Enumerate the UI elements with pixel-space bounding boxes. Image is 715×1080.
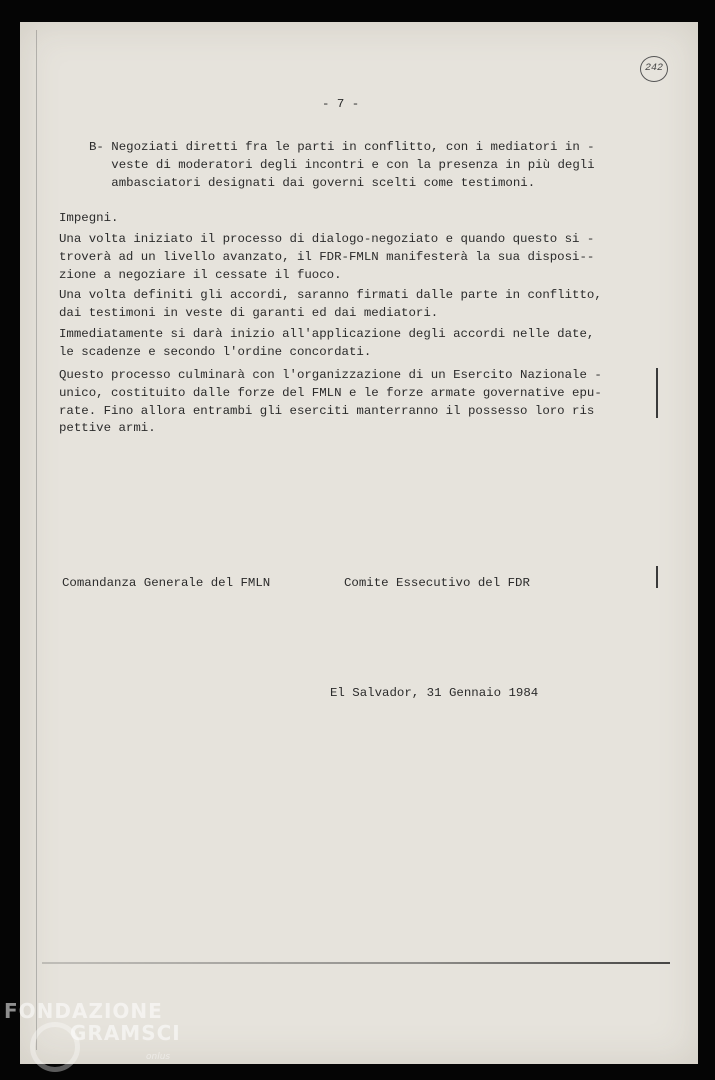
text-line: zione a negoziare il cessate il fuoco. xyxy=(59,267,342,282)
paragraph xyxy=(59,326,594,362)
watermark-suffix: onlus xyxy=(146,1052,171,1062)
watermark-line: GRAMSCI xyxy=(70,1021,181,1045)
text-line: Questo processo culminarà con l'organizzazione di un Esercito Nazionale - xyxy=(59,368,602,382)
text-line: le scadenze e secondo l'ordine concordati. xyxy=(59,344,372,359)
place-date: El Salvador, 31 Gennaio 1984 xyxy=(330,686,539,700)
text-line: ambasciatori designati dai governi scelti come testimoni. xyxy=(89,175,536,190)
page-number: - 7 - xyxy=(322,97,360,111)
page-edge-line xyxy=(36,30,37,1050)
watermark-line: FONDAZIONE xyxy=(4,999,163,1023)
signatory-right: Comite Essecutivo del FDR xyxy=(344,576,530,590)
point-b-block xyxy=(89,139,595,192)
text-line: B- Negoziati diretti fra le parti in conflitto, con i mediatori in - xyxy=(89,140,595,154)
text-line: troverà ad un livello avanzato, il FDR-FMLN manifesterà la sua disposi-- xyxy=(59,249,595,264)
text-line: Una volta iniziato il processo di dialogo-negoziato e quando questo si - xyxy=(59,232,595,246)
text-line: dai testimoni in veste di garanti ed dai mediatori. xyxy=(59,305,439,320)
paragraph xyxy=(59,231,594,284)
text-line: Una volta definiti gli accordi, saranno firmati dalle parte in conflitto, xyxy=(59,288,602,302)
text-line: Immediatamente si darà inizio all'applicazione degli accordi nelle date, xyxy=(59,327,595,341)
paragraph xyxy=(59,367,602,438)
margin-mark xyxy=(656,566,658,588)
paragraph xyxy=(59,287,602,323)
watermark xyxy=(4,1000,181,1044)
text-line: rate. Fino allora entrambi gli eserciti manterranno il possesso loro ris xyxy=(59,403,595,418)
text-line: unico, costituito dalle forze del FMLN e le forze armate governative epu- xyxy=(59,385,602,400)
section-heading: Impegni. xyxy=(59,211,119,225)
archive-stamp: 242 xyxy=(640,56,668,82)
bottom-rule xyxy=(42,962,670,964)
signatory-left: Comandanza Generale del FMLN xyxy=(62,576,271,590)
text-line: pettive armi. xyxy=(59,421,156,436)
text-line: veste di moderatori degli incontri e con la presenza in più degli xyxy=(89,157,595,172)
margin-mark xyxy=(656,368,658,418)
